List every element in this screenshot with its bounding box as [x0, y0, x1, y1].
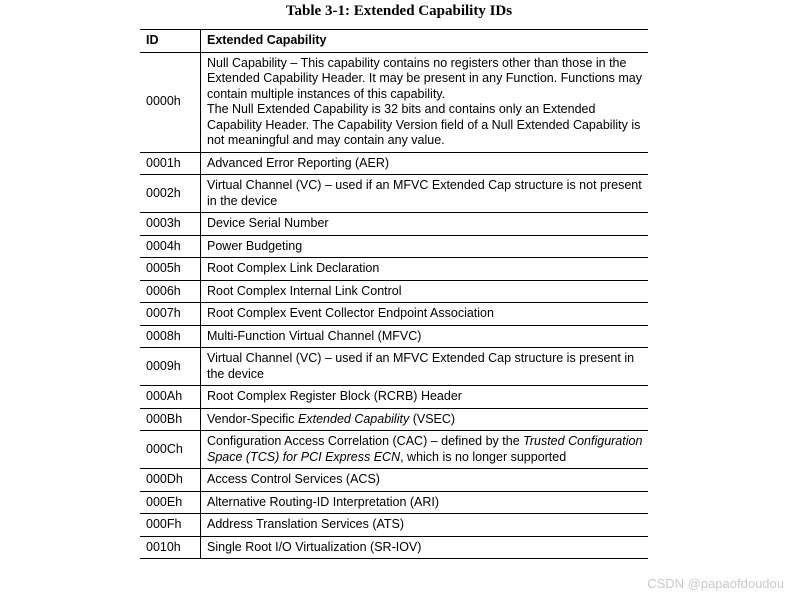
cell-capability: Single Root I/O Virtualization (SR-IOV)	[201, 536, 649, 559]
table-row	[140, 386, 648, 409]
table-row	[140, 175, 648, 213]
cell-capability	[201, 431, 649, 469]
header-capability: Extended Capability	[201, 30, 649, 53]
table-caption: Table 3-1: Extended Capability IDs	[285, 3, 513, 19]
watermark: CSDN @papaofdoudou	[647, 576, 784, 591]
cell-id: 0003h	[140, 213, 201, 236]
cell-id: 0007h	[140, 303, 201, 326]
table-row	[140, 258, 648, 281]
capability-emphasis: Extended Capability	[298, 411, 410, 426]
cell-id: 0010h	[140, 536, 201, 559]
cell-capability: Advanced Error Reporting (AER)	[201, 152, 649, 175]
cell-capability: Alternative Routing-ID Interpretation (ARI)	[201, 491, 649, 514]
cell-capability: Multi-Function Virtual Channel (MFVC)	[201, 325, 649, 348]
extended-capability-table	[140, 29, 648, 559]
cell-id: 0006h	[140, 280, 201, 303]
table-row	[140, 280, 648, 303]
cell-capability: Root Complex Event Collector Endpoint Association	[201, 303, 649, 326]
cell-id: 0009h	[140, 348, 201, 386]
cell-id: 000Fh	[140, 514, 201, 537]
table-row	[140, 491, 648, 514]
cell-id: 000Ah	[140, 386, 201, 409]
table-row	[140, 325, 648, 348]
table-row	[140, 213, 648, 236]
capability-text: (VSEC)	[409, 411, 456, 426]
cell-id: 0001h	[140, 152, 201, 175]
cell-id: 0004h	[140, 235, 201, 258]
cell-capability: Root Complex Internal Link Control	[201, 280, 649, 303]
table-row	[140, 348, 648, 386]
cell-capability: Power Budgeting	[201, 235, 649, 258]
cell-id: 000Bh	[140, 408, 201, 431]
cell-capability: Access Control Services (ACS)	[201, 469, 649, 492]
cell-id: 0008h	[140, 325, 201, 348]
cell-capability: Root Complex Register Block (RCRB) Header	[201, 386, 649, 409]
table-row	[140, 514, 648, 537]
table-row	[140, 469, 648, 492]
table-row	[140, 235, 648, 258]
cell-id: 0000h	[140, 52, 201, 152]
table-row	[140, 536, 648, 559]
cell-capability	[201, 408, 649, 431]
capability-text: Vendor-Specific	[207, 411, 299, 426]
table-row	[140, 52, 648, 152]
cell-id: 000Dh	[140, 469, 201, 492]
table-header-row	[140, 30, 648, 53]
cell-capability	[201, 52, 649, 152]
cell-id: 0002h	[140, 175, 201, 213]
capability-text: , which is no longer supported	[400, 449, 567, 464]
cell-id: 0005h	[140, 258, 201, 281]
cell-capability: Virtual Channel (VC) – used if an MFVC Extended Cap structure is not present in the device	[201, 175, 649, 213]
table-row	[140, 303, 648, 326]
cell-capability: Address Translation Services (ATS)	[201, 514, 649, 537]
capability-paragraph: The Null Extended Capability is 32 bits and contains only an Extended Capability Header. The Capability Version field of a Null Extended Capability is not meaningful and may contain any value.	[207, 102, 641, 147]
cell-capability: Root Complex Link Declaration	[201, 258, 649, 281]
table-row	[140, 431, 648, 469]
capability-emphasis: Trusted Configuration Space (TCS) for PCI Express ECN	[207, 434, 643, 464]
cell-id: 000Eh	[140, 491, 201, 514]
capability-paragraph: Null Capability – This capability contains no registers other than those in the Extended Capability Header. It may be present in any Function. Functions may contain multiple instances of this capability.	[207, 55, 642, 101]
cell-capability: Device Serial Number	[201, 213, 649, 236]
header-id: ID	[140, 30, 201, 53]
capability-text: Configuration Access Correlation (CAC) – defined by the	[207, 434, 524, 448]
table-row	[140, 152, 648, 175]
table-row	[140, 408, 648, 431]
cell-id: 000Ch	[140, 431, 201, 469]
cell-capability: Virtual Channel (VC) – used if an MFVC Extended Cap structure is present in the device	[201, 348, 649, 386]
